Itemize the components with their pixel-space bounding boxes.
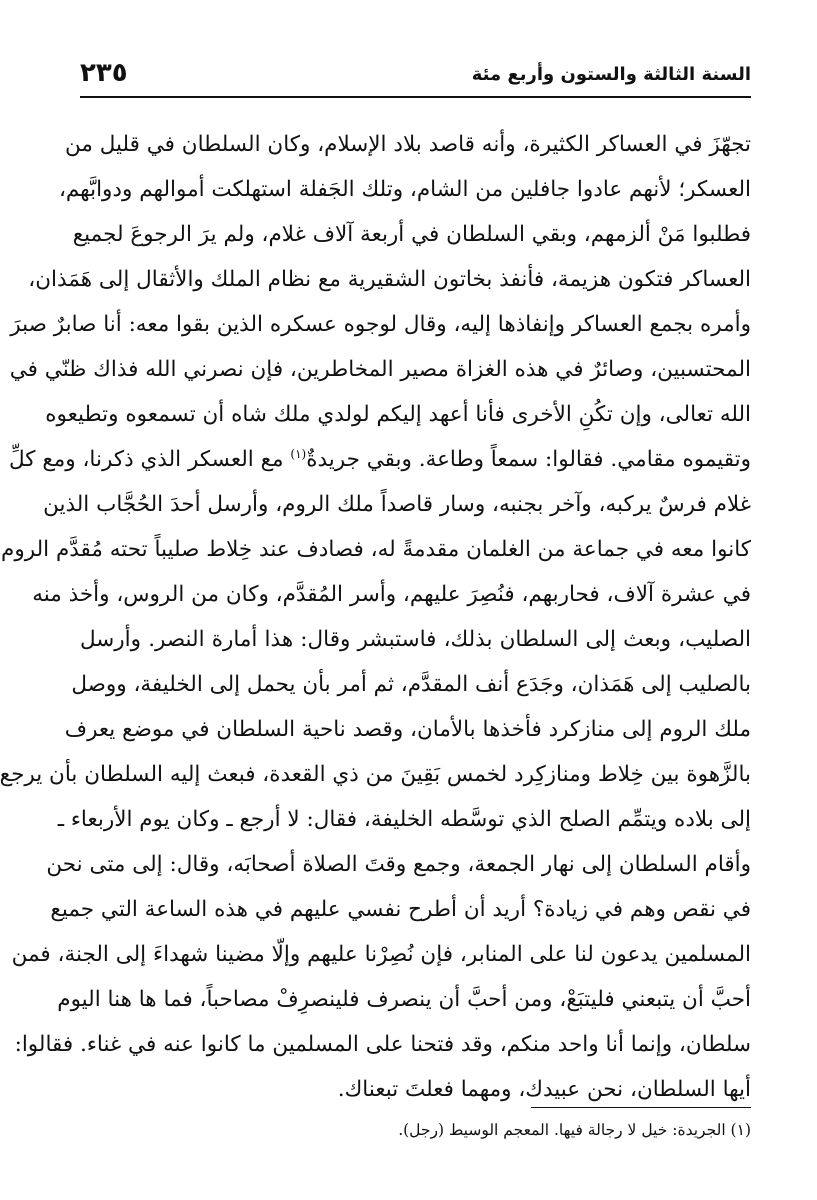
- text-line: تجهّزَ في العساكر الكثيرة، وأنه قاصد بلاد الإسلام، وكان السلطان في قليل من: [65, 132, 751, 157]
- text-line: المسلمين يدعون لنا على المنابر، فإن نُصِرْنا عليهم وإلّا مضينا شهداءَ إلى الجنة، فمن: [11, 942, 751, 967]
- text-segment: وتقيموه مقامي. فقالوا: سمعاً وطاعة. وبقي جريدةٌ: [306, 447, 751, 472]
- text-line: كانوا معه في جماعة من الغلمان مقدمةً له، فصادف عند خِلاط صليباً تحته مُقدَّم الروم: [1, 537, 751, 562]
- text-line: ملك الروم إلى منازكرد فأخذها بالأمان، وقصد ناحية السلطان في موضع يعرف: [64, 717, 751, 742]
- footnote-reference: (١): [290, 446, 307, 461]
- text-line-with-footnote: [8, 437, 751, 482]
- text-line: وأمره بجمع العساكر وإنفاذها إليه، وقال لوجوه عسكره الذين بقوا معه: أنا صابرٌ صبرَ: [10, 312, 751, 337]
- text-line: في نقص وهم في زيادة؟ أريد أن أطرح نفسي عليهم في هذه الساعة التي جميع: [50, 897, 751, 922]
- text-line: العساكر فتكون هزيمة، فأنفذ بخاتون الشقيرية مع نظام الملك والأثقال إلى هَمَذان،: [28, 267, 751, 292]
- text-line: بالزَّهوة بين خِلاط ومنازكِرد لخمس بَقِينَ من ذي القعدة، فبعث إليه السلطان بأن يرجع: [0, 762, 751, 787]
- text-line: وأقام السلطان إلى نهار الجمعة، وجمع وقتَ الصلاة أصحابَه، وقال: إلى متى نحن: [46, 852, 751, 877]
- footnote-divider: [531, 1107, 751, 1108]
- text-line: فطلبوا مَنْ ألزمهم، وبقي السلطان في أربعة آلاف غلام، ولم يرَ الرجوعَ لجميع: [72, 222, 751, 247]
- text-line: غلام فرسٌ يركبه، وآخر بجنبه، وسار قاصداً ملك الروم، وأرسل أحدَ الحُجَّاب الذين: [43, 492, 751, 517]
- text-line: بالصليب إلى هَمَذان، وجَدَع أنف المقدَّم، ثم أمر بأن يحمل إلى الخليفة، ووصل: [71, 672, 751, 697]
- text-line: الصليب، وبعث إلى السلطان بذلك، فاستبشر وقال: هذا أمارة النصر. وأرسل: [80, 627, 751, 652]
- main-text: [0, 122, 751, 1112]
- text-line: المحتسبين، وصائرٌ في هذه الغزاة مصير المخاطرين، فإن نصرني الله فذاك ظنّي في: [9, 357, 751, 382]
- text-line: إلى بلاده ويتمِّم الصلح الذي توسَّطه الخليفة، فقال: لا أرجع ـ وكان يوم الأربعاء ـ: [57, 807, 751, 832]
- text-line: أحبَّ أن يتبعني فليتبَعْ، ومن أحبَّ أن ينصرف فلينصرِفْ مصاحباً، فما ها هنا اليوم: [57, 987, 751, 1012]
- running-header: [80, 56, 751, 98]
- text-line: الله تعالى، وإن تكُنِ الأخرى فأنا أعهد إليكم لولدي ملك شاه أن تسمعوه وتطيعوه: [45, 402, 751, 427]
- footnote: (١) الجريدة: خيل لا رجالة فيها. المعجم الوسيط (رجل).: [398, 1121, 751, 1139]
- text-line: أيها السلطان، نحن عبيدك، ومهما فعلتَ تبعناك.: [337, 1077, 751, 1102]
- text-segment: مع العسكر الذي ذكرنا، ومع كلِّ: [8, 447, 291, 472]
- text-line: في عشرة آلاف، فحاربهم، فنُصِرَ عليهم، وأسر المُقدَّم، وكان من الروس، وأخذ منه: [32, 582, 751, 607]
- page-number: ٢٣٥: [80, 58, 128, 88]
- chapter-title: السنة الثالثة والستون وأربع مئة: [471, 64, 751, 85]
- text-line: العسكر؛ لأنهم عادوا جافلين من الشام، وتلك الجَفلة استهلكت أموالهم ودوابَّهم،: [58, 177, 751, 202]
- text-line: سلطان، وإنما أنا واحد منكم، وقد فتحنا على المسلمين ما كانوا عنه في غناء. فقالوا:: [14, 1032, 751, 1057]
